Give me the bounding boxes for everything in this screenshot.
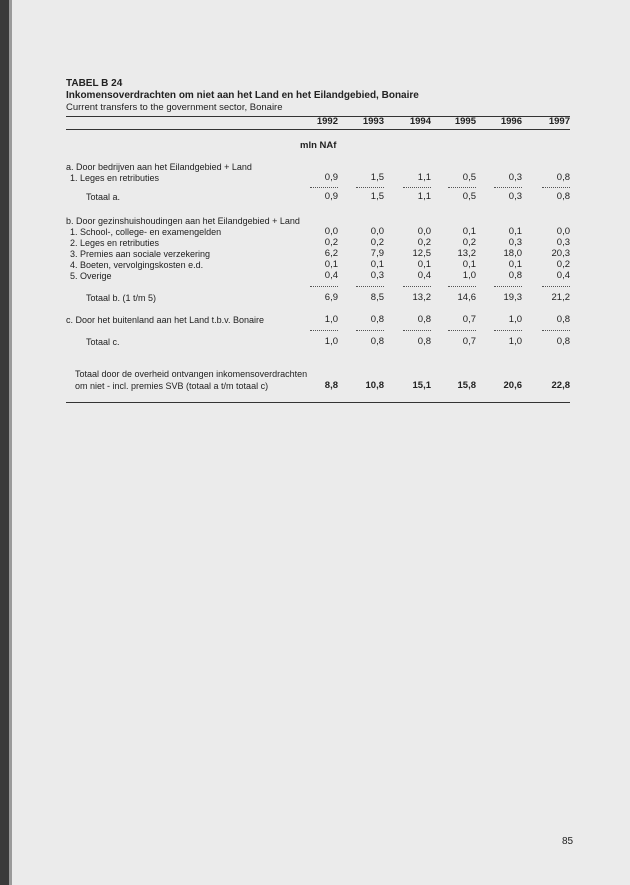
cell-value: 0,8 [556, 336, 570, 347]
cell-value: 8,8 [324, 380, 338, 391]
subtotal-dotted-line [448, 330, 476, 331]
cell-value: 1,0 [508, 314, 522, 325]
cell-value: 0,1 [417, 259, 431, 270]
cell-value: 0,0 [556, 226, 570, 237]
cell-value: 18,0 [503, 248, 522, 259]
subtotal-dotted-line [448, 187, 476, 188]
subtotal-dotted-line [494, 286, 522, 287]
row-label: a. Door bedrijven aan het Eilandgebied + Land [66, 162, 252, 172]
cell-value: 21,2 [551, 292, 570, 303]
subtotal-dotted-line [403, 330, 431, 331]
cell-value: 0,9 [324, 191, 338, 202]
row-label: 2. Leges en retributies [70, 238, 160, 248]
year-column-header: 1994 [409, 116, 431, 127]
cell-value: 6,2 [324, 248, 338, 259]
cell-value: 0,1 [462, 226, 476, 237]
cell-value: 0,4 [417, 270, 431, 281]
year-column-header: 1993 [362, 116, 384, 127]
cell-value: 0,7 [462, 314, 476, 325]
subtotal-dotted-line [310, 330, 338, 331]
cell-value: 1,0 [324, 336, 338, 347]
cell-value: 6,9 [324, 292, 338, 303]
cell-value: 0,5 [462, 191, 476, 202]
bottom-rule [66, 402, 570, 403]
scan-edge-shadow [9, 0, 12, 885]
subtotal-dotted-line [542, 187, 570, 188]
cell-value: 0,3 [508, 191, 522, 202]
cell-value: 14,6 [457, 292, 476, 303]
cell-value: 13,2 [457, 248, 476, 259]
cell-value: 0,1 [462, 259, 476, 270]
cell-value: 1,5 [370, 191, 384, 202]
cell-value: 0,2 [370, 237, 384, 248]
year-column-header: 1992 [316, 116, 338, 127]
cell-value: 20,3 [551, 248, 570, 259]
year-column-header: 1996 [500, 116, 522, 127]
cell-value: 0,0 [370, 226, 384, 237]
subtotal-dotted-line [310, 286, 338, 287]
row-label: om niet - incl. premies SVB (totaal a t/m totaal c) [75, 381, 269, 391]
cell-value: 0,8 [556, 172, 570, 183]
cell-value: 0,8 [417, 336, 431, 347]
row-label: 1. Leges en retributies [70, 173, 160, 183]
cell-value: 0,0 [417, 226, 431, 237]
cell-value: 15,1 [412, 380, 431, 391]
row-label: b. Door gezinshuishoudingen aan het Eilandgebied + Land [66, 216, 300, 226]
subtotal-dotted-line [542, 330, 570, 331]
cell-value: 0,8 [508, 270, 522, 281]
cell-value: 0,1 [508, 226, 522, 237]
cell-value: 0,4 [324, 270, 338, 281]
row-label: 3. Premies aan sociale verzekering [70, 249, 211, 259]
subtotal-dotted-line [494, 330, 522, 331]
cell-value: 0,3 [508, 172, 522, 183]
cell-value: 1,1 [417, 172, 431, 183]
table-title: Inkomensoverdrachten om niet aan het Land en het Eilandgebied, Bonaire [66, 90, 419, 101]
cell-value: 0,0 [324, 226, 338, 237]
cell-value: 0,8 [556, 314, 570, 325]
cell-value: 0,1 [370, 259, 384, 270]
cell-value: 1,0 [324, 314, 338, 325]
cell-value: 0,8 [370, 336, 384, 347]
header-rule [66, 129, 570, 130]
cell-value: 22,8 [551, 380, 570, 391]
cell-value: 0,1 [324, 259, 338, 270]
cell-value: 0,3 [556, 237, 570, 248]
row-label: Totaal a. [86, 192, 121, 202]
cell-value: 19,3 [503, 292, 522, 303]
row-label: Totaal door de overheid ontvangen inkomensoverdrachten [75, 369, 308, 379]
subtotal-dotted-line [403, 286, 431, 287]
cell-value: 0,4 [556, 270, 570, 281]
year-column-header: 1997 [548, 116, 570, 127]
cell-value: 0,2 [324, 237, 338, 248]
cell-value: 15,8 [457, 380, 476, 391]
row-label: 4. Boeten, vervolgingskosten e.d. [70, 260, 204, 270]
row-label: Totaal c. [86, 337, 120, 347]
cell-value: 0,1 [508, 259, 522, 270]
cell-value: 0,8 [370, 314, 384, 325]
cell-value: 0,3 [508, 237, 522, 248]
row-label: 1. School-, college- en examengelden [70, 227, 222, 237]
cell-value: 7,9 [370, 248, 384, 259]
cell-value: 0,8 [556, 191, 570, 202]
row-label: c. Door het buitenland aan het Land t.b.v. Bonaire [66, 315, 264, 325]
cell-value: 10,8 [365, 380, 384, 391]
cell-value: 0,7 [462, 336, 476, 347]
subtotal-dotted-line [310, 187, 338, 188]
year-column-header: 1995 [454, 116, 476, 127]
row-label: Totaal b. (1 t/m 5) [86, 293, 157, 303]
cell-value: 0,2 [462, 237, 476, 248]
subtotal-dotted-line [448, 286, 476, 287]
table-subtitle: Current transfers to the government sector, Bonaire [66, 102, 283, 113]
subtotal-dotted-line [542, 286, 570, 287]
cell-value: 1,0 [508, 336, 522, 347]
cell-value: 20,6 [503, 380, 522, 391]
subtotal-dotted-line [356, 286, 384, 287]
subtotal-dotted-line [356, 187, 384, 188]
subtotal-dotted-line [403, 187, 431, 188]
subtotal-dotted-line [494, 187, 522, 188]
unit-label: mln NAf [300, 140, 337, 151]
cell-value: 0,9 [324, 172, 338, 183]
table-id: TABEL B 24 [66, 78, 123, 89]
cell-value: 0,2 [417, 237, 431, 248]
cell-value: 0,5 [462, 172, 476, 183]
scan-edge [0, 0, 9, 885]
cell-value: 1,5 [370, 172, 384, 183]
page-number: 85 [562, 836, 574, 847]
cell-value: 0,8 [417, 314, 431, 325]
cell-value: 12,5 [412, 248, 431, 259]
subtotal-dotted-line [356, 330, 384, 331]
cell-value: 8,5 [370, 292, 384, 303]
cell-value: 0,2 [556, 259, 570, 270]
cell-value: 1,1 [417, 191, 431, 202]
cell-value: 13,2 [412, 292, 431, 303]
cell-value: 0,3 [370, 270, 384, 281]
row-label: 5. Overige [70, 271, 112, 281]
cell-value: 1,0 [462, 270, 476, 281]
